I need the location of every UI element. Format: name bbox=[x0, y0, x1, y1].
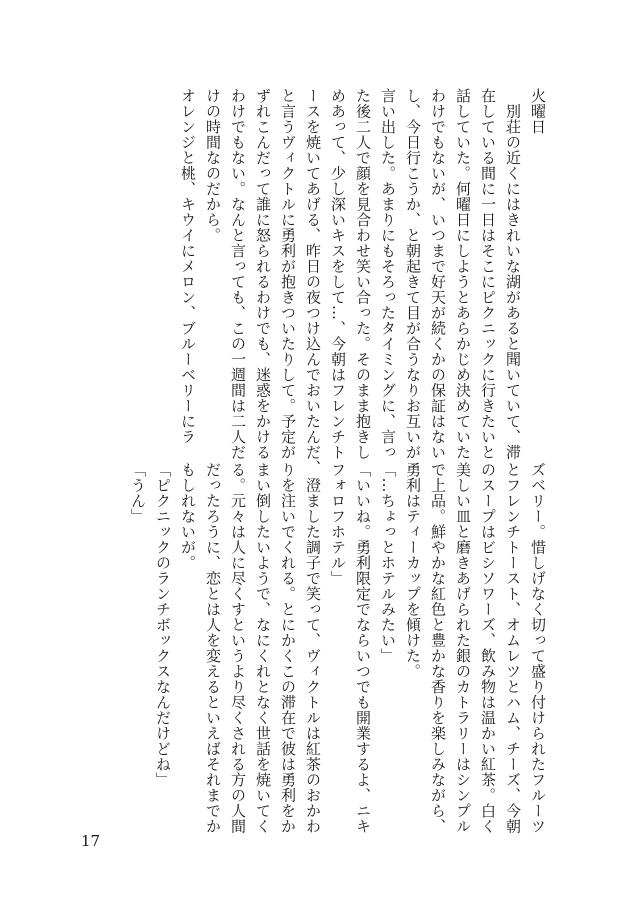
dialogue-line: 「うん」 bbox=[129, 462, 147, 524]
text-line: わけでもないが、いつまで好天が続くかの保証はない bbox=[429, 88, 447, 460]
page-number: 17 bbox=[81, 832, 101, 850]
text-line: まい倒したいようで、なにくれとなく世話を焼いてく bbox=[254, 462, 272, 834]
text-line: めあって、少し深いキスをして…、今朝はフレンチト bbox=[329, 88, 347, 460]
text-line: とフレンチトースト、オムレツとハム、チーズ、今朝 bbox=[504, 462, 522, 834]
text-line: で上品。鮮やかな紅色と豊かな香りを楽しみながら、 bbox=[429, 462, 447, 834]
text-line: ースを焼いてあげる、昨日の夜つけ込んでおいたんだ、 bbox=[304, 88, 322, 476]
text-line: 勇利はティーカップを傾けた。 bbox=[404, 462, 422, 679]
text-line: 別荘の近くにはきれいな湖があると聞いていて、滞 bbox=[504, 88, 522, 460]
text-line: た後二人で顔を見合わせ笑い合った。そのまま抱きし bbox=[354, 88, 372, 460]
text-line: ずれこんだって誰に怒られるわけでも、迷惑をかける bbox=[254, 88, 272, 460]
text-line: し、今日行こうか、と朝起きて目が合うなりお互いが bbox=[404, 88, 422, 460]
text-line: りを注いでくれる。とにかくこの滞在で彼は勇利をか bbox=[279, 462, 297, 834]
text-line: オレンジと桃、キウイにメロン、ブルーベリーにラ bbox=[179, 88, 197, 445]
dialogue-line: 「いいね。勇利限定でならいつでも開業するよ、ニキ bbox=[354, 462, 372, 834]
dialogue-line: 「ピクニックのランチボックスなんだけどね」 bbox=[154, 462, 172, 788]
text-line: もしれないが。 bbox=[179, 462, 197, 571]
text-line: 澄ました調子で笑って、ヴィクトルは紅茶のおかわ bbox=[304, 462, 322, 834]
text-line: わけでもない。なんと言っても、この一週間は二人だ bbox=[229, 88, 247, 460]
text-line: と言うヴィクトルに勇利が抱きついたりして。予定が bbox=[279, 88, 297, 460]
text-line: だったろうに、恋とは人を変えるといえばそれまでか bbox=[204, 462, 222, 834]
text-line: 在している間に一日はそこにピクニックに行きたいと bbox=[479, 88, 497, 460]
text-line: 話していた。何曜日にしようとあらかじめ決めていた bbox=[454, 88, 472, 460]
text-line: 言い出した。あまりにもそろったタイミングに、言っ bbox=[379, 88, 397, 460]
text-line: のスープはビシソワーズ、飲み物は温かい紅茶。白く bbox=[479, 462, 497, 834]
text-line: けの時間なのだから。 bbox=[204, 88, 222, 243]
section-heading: 火曜日 bbox=[529, 88, 547, 135]
upper-text-block bbox=[175, 88, 550, 476]
lower-text-block bbox=[125, 462, 550, 834]
text-line: 美しい皿と磨きあげられた銀のカトラリーはシンプル bbox=[454, 462, 472, 834]
text-line: ズベリー。惜しげなく切って盛り付けられたフルーツ bbox=[529, 462, 547, 834]
text-line: る。元々は人に尽くすというより尽くされる方の人間 bbox=[229, 462, 247, 834]
dialogue-line: 「…ちょっとホテルみたい」 bbox=[379, 462, 397, 664]
dialogue-line: フォロフホテル」 bbox=[329, 462, 347, 586]
